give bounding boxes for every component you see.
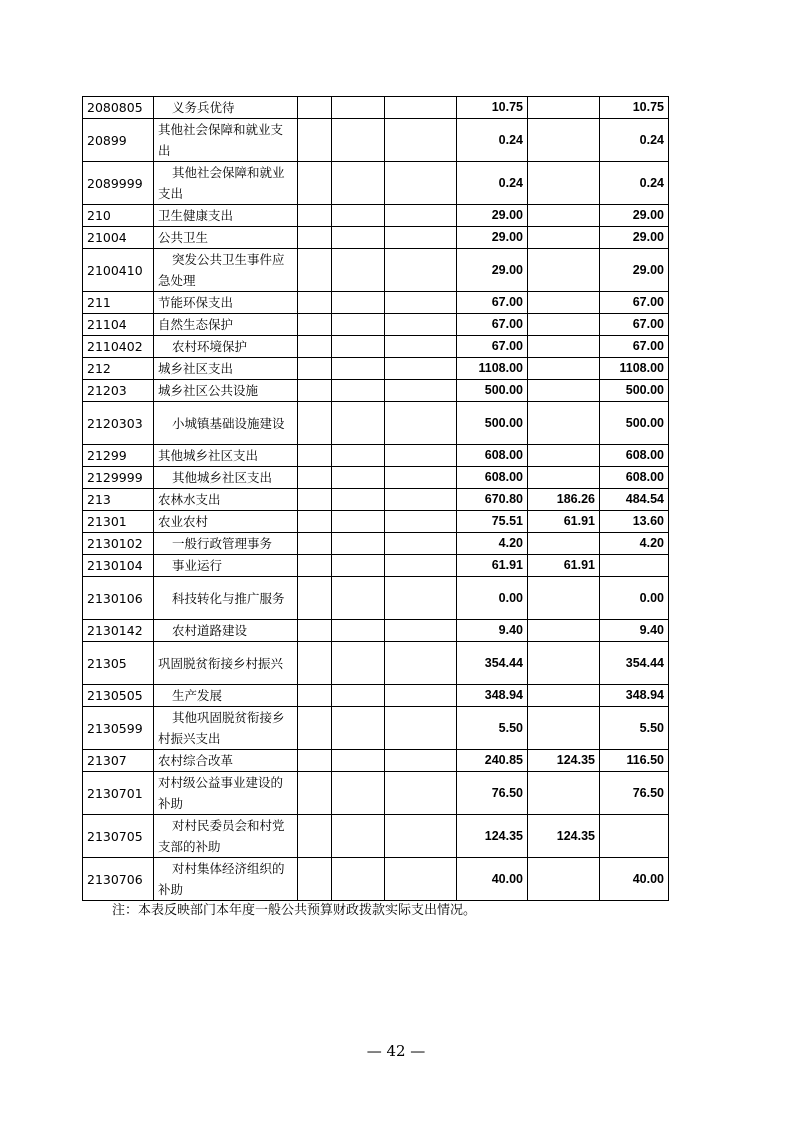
cell-empty (298, 467, 332, 489)
cell-project: 4.20 (600, 533, 669, 555)
cell-empty (385, 97, 457, 119)
cell-empty (298, 445, 332, 467)
cell-empty (298, 249, 332, 292)
cell-empty (332, 772, 385, 815)
cell-project: 67.00 (600, 314, 669, 336)
cell-empty (385, 227, 457, 249)
cell-name: 巩固脱贫衔接乡村振兴 (154, 642, 298, 685)
table-row (83, 815, 669, 858)
cell-basic (528, 292, 600, 314)
cell-total: 29.00 (457, 227, 528, 249)
cell-name: 一般行政管理事务 (154, 533, 298, 555)
cell-basic (528, 620, 600, 642)
cell-empty (332, 445, 385, 467)
cell-name: 对村集体经济组织的补助 (154, 858, 298, 901)
cell-code: 212 (83, 358, 154, 380)
cell-total: 75.51 (457, 511, 528, 533)
cell-empty (332, 707, 385, 750)
cell-basic (528, 707, 600, 750)
cell-project (600, 815, 669, 858)
cell-code: 21305 (83, 642, 154, 685)
cell-basic (528, 642, 600, 685)
cell-empty (385, 858, 457, 901)
table-row (83, 685, 669, 707)
cell-project: 29.00 (600, 227, 669, 249)
table-row (83, 620, 669, 642)
cell-total: 0.24 (457, 119, 528, 162)
table-row (83, 577, 669, 620)
cell-empty (298, 620, 332, 642)
cell-empty (385, 511, 457, 533)
cell-project: 354.44 (600, 642, 669, 685)
cell-code: 2100410 (83, 249, 154, 292)
cell-total: 608.00 (457, 445, 528, 467)
cell-empty (332, 620, 385, 642)
cell-basic (528, 205, 600, 227)
cell-code: 2130106 (83, 577, 154, 620)
cell-empty (298, 642, 332, 685)
cell-empty (385, 772, 457, 815)
cell-code: 21203 (83, 380, 154, 402)
expenditure-table (82, 96, 669, 901)
cell-code: 2130599 (83, 707, 154, 750)
cell-empty (332, 205, 385, 227)
cell-empty (298, 555, 332, 577)
cell-empty (332, 227, 385, 249)
cell-project: 608.00 (600, 445, 669, 467)
table-row (83, 467, 669, 489)
cell-name: 节能环保支出 (154, 292, 298, 314)
cell-total: 348.94 (457, 685, 528, 707)
table-row (83, 750, 669, 772)
cell-basic (528, 249, 600, 292)
cell-basic (528, 577, 600, 620)
cell-empty (332, 577, 385, 620)
cell-empty (385, 642, 457, 685)
cell-code: 2110402 (83, 336, 154, 358)
cell-empty (298, 511, 332, 533)
cell-empty (332, 511, 385, 533)
cell-empty (385, 314, 457, 336)
cell-basic (528, 685, 600, 707)
cell-empty (298, 750, 332, 772)
cell-empty (298, 380, 332, 402)
cell-project: 13.60 (600, 511, 669, 533)
cell-total: 5.50 (457, 707, 528, 750)
cell-project: 0.24 (600, 162, 669, 205)
cell-project: 5.50 (600, 707, 669, 750)
page-number: — 42 — (366, 1042, 426, 1060)
cell-project: 484.54 (600, 489, 669, 511)
cell-empty (385, 402, 457, 445)
cell-code: 20899 (83, 119, 154, 162)
cell-project: 348.94 (600, 685, 669, 707)
table-row (83, 511, 669, 533)
cell-basic (528, 533, 600, 555)
cell-empty (298, 227, 332, 249)
cell-empty (385, 380, 457, 402)
cell-name: 城乡社区公共设施 (154, 380, 298, 402)
cell-basic (528, 162, 600, 205)
cell-total: 0.00 (457, 577, 528, 620)
cell-empty (298, 205, 332, 227)
table-row (83, 292, 669, 314)
cell-empty (385, 249, 457, 292)
cell-empty (298, 336, 332, 358)
cell-basic: 124.35 (528, 815, 600, 858)
cell-project: 76.50 (600, 772, 669, 815)
cell-code: 2130705 (83, 815, 154, 858)
cell-code: 2130104 (83, 555, 154, 577)
cell-empty (332, 815, 385, 858)
table-row (83, 533, 669, 555)
cell-empty (332, 533, 385, 555)
cell-total: 124.35 (457, 815, 528, 858)
cell-empty (385, 336, 457, 358)
cell-empty (298, 577, 332, 620)
cell-total: 67.00 (457, 314, 528, 336)
table-row (83, 314, 669, 336)
cell-name: 科技转化与推广服务 (154, 577, 298, 620)
cell-name: 城乡社区支出 (154, 358, 298, 380)
cell-empty (332, 489, 385, 511)
cell-total: 1108.00 (457, 358, 528, 380)
cell-empty (332, 642, 385, 685)
cell-total: 4.20 (457, 533, 528, 555)
cell-project: 10.75 (600, 97, 669, 119)
cell-empty (332, 750, 385, 772)
cell-name: 突发公共卫生事件应急处理 (154, 249, 298, 292)
cell-empty (298, 533, 332, 555)
cell-basic: 186.26 (528, 489, 600, 511)
cell-project: 1108.00 (600, 358, 669, 380)
cell-code: 2120303 (83, 402, 154, 445)
cell-code: 2129999 (83, 467, 154, 489)
cell-code: 21104 (83, 314, 154, 336)
cell-empty (298, 292, 332, 314)
cell-project: 500.00 (600, 380, 669, 402)
cell-name: 农林水支出 (154, 489, 298, 511)
cell-empty (332, 97, 385, 119)
cell-project: 40.00 (600, 858, 669, 901)
table-row (83, 249, 669, 292)
cell-total: 29.00 (457, 205, 528, 227)
cell-name: 对村民委员会和村党支部的补助 (154, 815, 298, 858)
cell-total: 500.00 (457, 402, 528, 445)
cell-project: 608.00 (600, 467, 669, 489)
cell-total: 608.00 (457, 467, 528, 489)
cell-name: 小城镇基础设施建设 (154, 402, 298, 445)
cell-total: 61.91 (457, 555, 528, 577)
cell-empty (385, 815, 457, 858)
cell-code: 2080805 (83, 97, 154, 119)
cell-code: 213 (83, 489, 154, 511)
cell-total: 29.00 (457, 249, 528, 292)
table-row (83, 642, 669, 685)
cell-empty (385, 707, 457, 750)
cell-total: 67.00 (457, 292, 528, 314)
cell-empty (385, 467, 457, 489)
cell-empty (385, 162, 457, 205)
cell-empty (332, 119, 385, 162)
cell-empty (385, 750, 457, 772)
cell-empty (298, 162, 332, 205)
cell-empty (298, 815, 332, 858)
cell-project: 0.00 (600, 577, 669, 620)
cell-code: 2130701 (83, 772, 154, 815)
cell-empty (385, 292, 457, 314)
cell-basic: 124.35 (528, 750, 600, 772)
table-row (83, 119, 669, 162)
cell-empty (332, 249, 385, 292)
cell-basic: 61.91 (528, 511, 600, 533)
cell-total: 0.24 (457, 162, 528, 205)
cell-empty (298, 707, 332, 750)
cell-basic (528, 314, 600, 336)
cell-name: 农村综合改革 (154, 750, 298, 772)
cell-basic (528, 358, 600, 380)
cell-empty (298, 772, 332, 815)
cell-basic (528, 402, 600, 445)
cell-project: 9.40 (600, 620, 669, 642)
cell-empty (332, 685, 385, 707)
cell-basic (528, 227, 600, 249)
cell-basic (528, 119, 600, 162)
cell-empty (298, 685, 332, 707)
cell-empty (332, 292, 385, 314)
cell-total: 10.75 (457, 97, 528, 119)
cell-project: 500.00 (600, 402, 669, 445)
table-row (83, 336, 669, 358)
cell-empty (385, 205, 457, 227)
cell-project: 67.00 (600, 336, 669, 358)
cell-name: 公共卫生 (154, 227, 298, 249)
cell-name: 事业运行 (154, 555, 298, 577)
cell-basic: 61.91 (528, 555, 600, 577)
cell-empty (298, 402, 332, 445)
table-row (83, 707, 669, 750)
cell-basic (528, 97, 600, 119)
cell-empty (385, 489, 457, 511)
cell-total: 67.00 (457, 336, 528, 358)
cell-total: 240.85 (457, 750, 528, 772)
cell-basic (528, 445, 600, 467)
cell-total: 500.00 (457, 380, 528, 402)
cell-empty (298, 119, 332, 162)
cell-name: 农村环境保护 (154, 336, 298, 358)
cell-code: 21299 (83, 445, 154, 467)
cell-basic (528, 380, 600, 402)
cell-empty (298, 858, 332, 901)
table-row (83, 555, 669, 577)
cell-empty (332, 162, 385, 205)
cell-basic (528, 336, 600, 358)
cell-name: 义务兵优待 (154, 97, 298, 119)
cell-code: 21004 (83, 227, 154, 249)
table-row (83, 162, 669, 205)
cell-code: 21301 (83, 511, 154, 533)
cell-code: 21307 (83, 750, 154, 772)
cell-name: 农业农村 (154, 511, 298, 533)
cell-total: 9.40 (457, 620, 528, 642)
cell-project: 29.00 (600, 205, 669, 227)
table-row (83, 402, 669, 445)
cell-basic (528, 858, 600, 901)
table-row (83, 97, 669, 119)
cell-name: 生产发展 (154, 685, 298, 707)
cell-empty (385, 445, 457, 467)
cell-code: 2089999 (83, 162, 154, 205)
cell-code: 2130102 (83, 533, 154, 555)
table-row (83, 358, 669, 380)
cell-project: 116.50 (600, 750, 669, 772)
cell-name: 自然生态保护 (154, 314, 298, 336)
table-row (83, 772, 669, 815)
cell-name: 其他城乡社区支出 (154, 467, 298, 489)
cell-empty (298, 314, 332, 336)
cell-basic (528, 772, 600, 815)
cell-project (600, 555, 669, 577)
table-row (83, 227, 669, 249)
cell-empty (385, 685, 457, 707)
cell-empty (332, 858, 385, 901)
cell-total: 670.80 (457, 489, 528, 511)
cell-empty (332, 358, 385, 380)
cell-empty (385, 358, 457, 380)
cell-name: 其他社会保障和就业支出 (154, 119, 298, 162)
cell-code: 210 (83, 205, 154, 227)
cell-project: 67.00 (600, 292, 669, 314)
cell-empty (385, 119, 457, 162)
cell-name: 对村级公益事业建设的补助 (154, 772, 298, 815)
cell-total: 354.44 (457, 642, 528, 685)
cell-empty (332, 380, 385, 402)
cell-empty (385, 533, 457, 555)
cell-basic (528, 467, 600, 489)
table-row (83, 380, 669, 402)
cell-empty (332, 314, 385, 336)
cell-code: 211 (83, 292, 154, 314)
table-row (83, 205, 669, 227)
cell-empty (332, 467, 385, 489)
table-row (83, 445, 669, 467)
cell-total: 76.50 (457, 772, 528, 815)
cell-total: 40.00 (457, 858, 528, 901)
cell-name: 其他社会保障和就业支出 (154, 162, 298, 205)
table-row (83, 858, 669, 901)
cell-empty (332, 336, 385, 358)
cell-empty (332, 555, 385, 577)
cell-empty (385, 577, 457, 620)
cell-empty (332, 402, 385, 445)
cell-empty (298, 97, 332, 119)
cell-empty (385, 555, 457, 577)
cell-name: 其他城乡社区支出 (154, 445, 298, 467)
cell-name: 农村道路建设 (154, 620, 298, 642)
table-row (83, 489, 669, 511)
cell-empty (298, 489, 332, 511)
cell-code: 2130505 (83, 685, 154, 707)
table-note: 注：本表反映部门本年度一般公共预算财政拨款实际支出情况。 (112, 903, 477, 918)
cell-project: 0.24 (600, 119, 669, 162)
cell-code: 2130706 (83, 858, 154, 901)
cell-empty (385, 620, 457, 642)
cell-name: 卫生健康支出 (154, 205, 298, 227)
cell-empty (298, 358, 332, 380)
cell-code: 2130142 (83, 620, 154, 642)
cell-name: 其他巩固脱贫衔接乡村振兴支出 (154, 707, 298, 750)
cell-project: 29.00 (600, 249, 669, 292)
